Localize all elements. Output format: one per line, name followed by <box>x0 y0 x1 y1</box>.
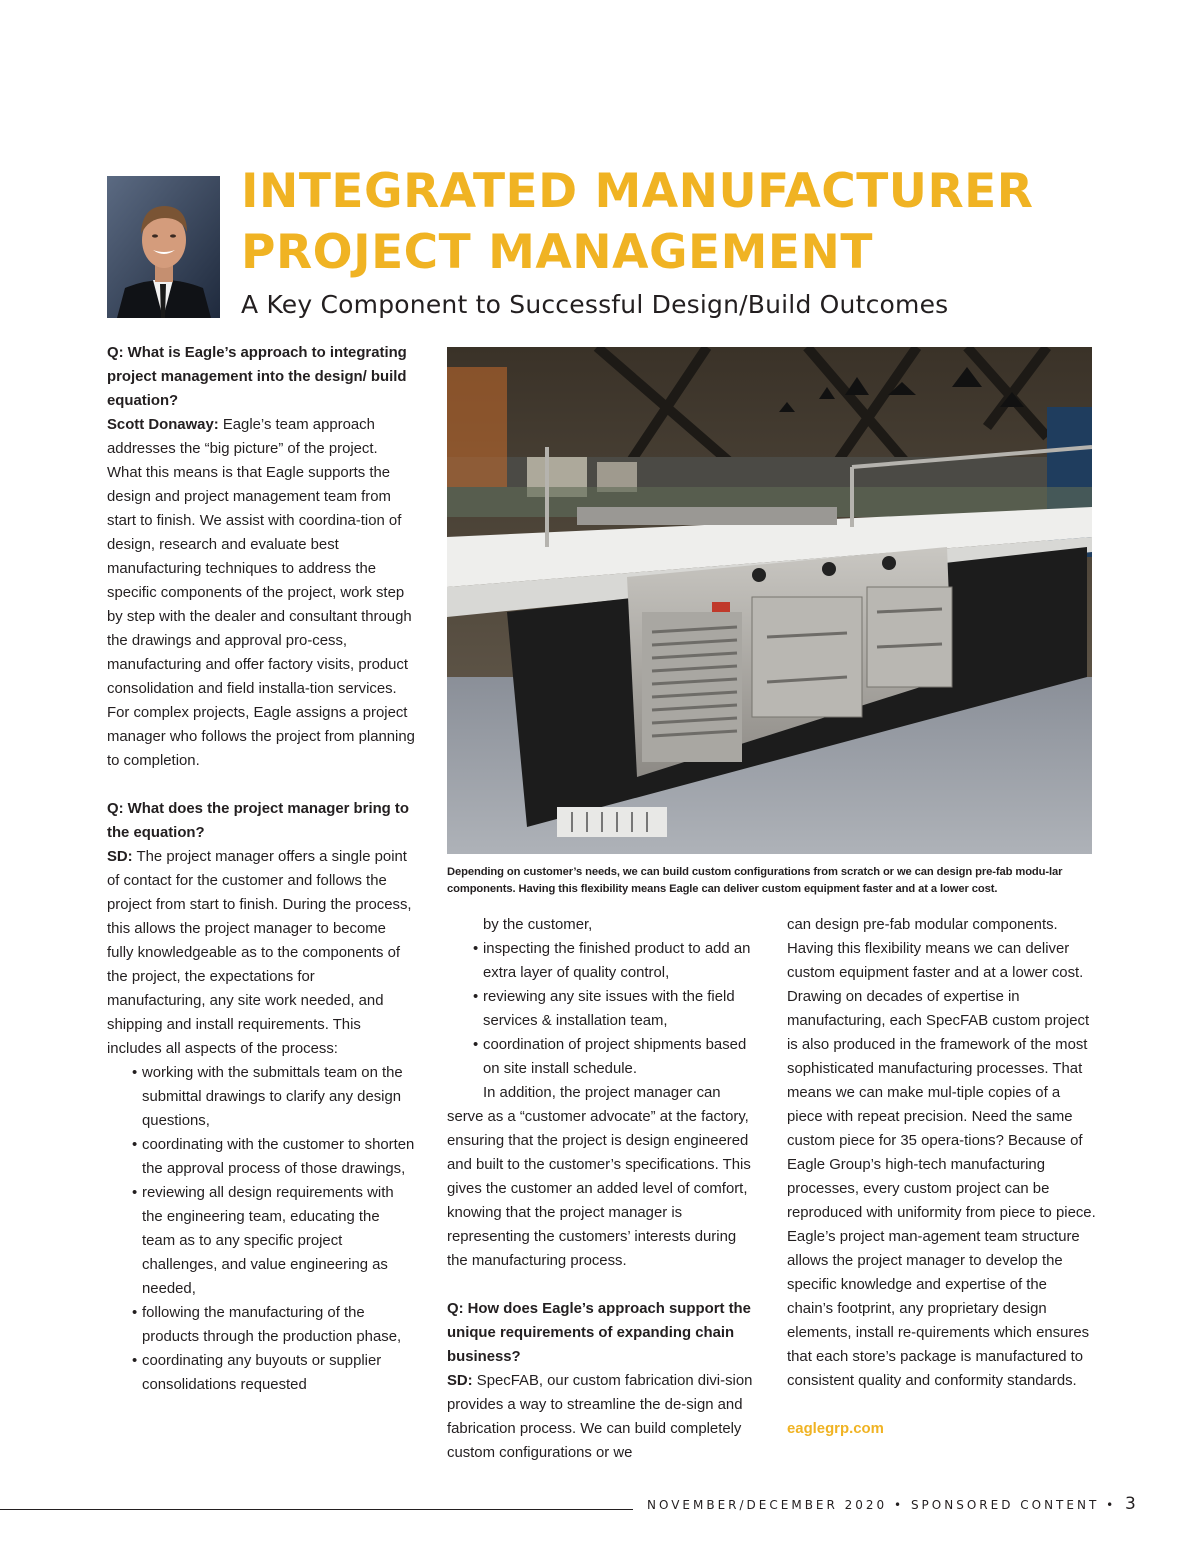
subtitle: A Key Component to Successful Design/Build Outcomes <box>241 290 949 319</box>
article-column-1 <box>107 341 415 1397</box>
list-item: • reviewing any site issues with the field services & installation team, <box>483 985 755 1033</box>
footer-separator: • <box>1106 1498 1117 1512</box>
answer-3 <box>447 1369 755 1465</box>
servery-counter-photo <box>447 347 1092 854</box>
list-item-continuation: by the customer, <box>483 917 593 933</box>
website-link[interactable]: eaglegrp.com <box>787 1421 884 1437</box>
answer-2-speaker: SD: <box>107 849 133 865</box>
answer-2-text: The project manager offers a single point of contact for the customer and follows the project from start to finish. During the process, this allows the project manager to become fully knowledgeable as to the components of the project, the expectations for manufacturing, any site work needed, and shipping and install requirements. This includes all aspects of the process: <box>107 849 412 1057</box>
answer-2 <box>107 845 415 1061</box>
answer-3-speaker: SD: <box>447 1373 473 1389</box>
responsibility-list-continued <box>447 913 755 1081</box>
footer-section: SPONSORED CONTENT <box>910 1498 1100 1512</box>
responsibility-list <box>107 1061 415 1397</box>
list-item: • coordinating with the customer to shorten the approval process of those drawings, <box>142 1133 415 1181</box>
footer-rule <box>0 1509 633 1510</box>
author-portrait <box>107 176 220 318</box>
footer-separator: • <box>894 1498 905 1512</box>
list-item: • reviewing all design requirements with the engineering team, educating the team as to any specific project challenges, and value engineering as needed, <box>142 1181 415 1301</box>
list-item: • working with the submittals team on the submittal drawings to clarify any design questions, <box>142 1061 415 1133</box>
title-line-1: INTEGRATED MANUFACTURER <box>241 164 1034 219</box>
article-column-3 <box>787 913 1097 1441</box>
answer-3-continued: can design pre-fab modular components. Having this flexibility means we can deliver custom equipment faster and at a lower cost. Drawing on decades of expertise in manufacturing, each SpecFAB custom project is also produced in the framework of the most sophisticated manufacturing processes. That means we can make mul-tiple copies of a piece with repeat precision. Need the same custom piece for 35 opera-tions? Because of Eagle Group’s high-tech manufacturing processes, every custom project can be reproduced with uniformity from piece to piece. Eagle’s project man-agement team structure allows the project manager to develop the specific knowledge and expertise of the chain’s footprint, any proprietary design elements, install re-quirements which ensures that each store’s package is manufactured to consistent quality and conformity standards. <box>787 917 1096 1389</box>
answer-1-text: Eagle’s team approach addresses the “big picture” of the project. What this means is that Eagle supports the design and project management team from start to finish. We assist with coordina-tion of design, research and evaluate best manufacturing techniques to address the specific components of the project, work step by step with the dealer and consultant through the drawings and approval pro-cess, manufacturing and offer factory visits, product consolidation and field installa-tion services. For complex projects, Eagle assigns a project manager who follows the project from planning to completion. <box>107 417 415 769</box>
answer-1-speaker: Scott Donaway: <box>107 417 219 433</box>
page-number: 3 <box>1125 1494 1136 1514</box>
list-item: • coordination of project shipments based on site install schedule. <box>483 1033 755 1081</box>
answer-1 <box>107 413 415 773</box>
list-item: • inspecting the finished product to add an extra layer of quality control, <box>483 937 755 985</box>
page-title <box>241 161 1141 283</box>
photo-caption: Depending on customer’s needs, we can build custom configurations from scratch or we can design pre-fab modu-lar components. Having this flexibility means Eagle can deliver custom equipment faster and at a lower cost. <box>447 866 1063 895</box>
answer-3-text: SpecFAB, our custom fabrication divi-sion provides a way to streamline the de-sign and fabrication process. We can build completely custom configurations or we <box>447 1373 753 1461</box>
paragraph-addition: In addition, the project manager can serve as a “customer advocate” at the factory, ensuring that the project is design engineered and built to the customer’s specifications. This gives the customer an added level of comfort, knowing that the project manager is representing the customers’ interests during the manufacturing process. <box>447 1085 751 1269</box>
question-3: Q: How does Eagle’s approach support the unique requirements of expanding chain business? <box>447 1301 751 1365</box>
list-item: • following the manufacturing of the products through the production phase, <box>142 1301 415 1349</box>
title-line-2: PROJECT MANAGEMENT <box>241 225 873 280</box>
list-item: • coordinating any buyouts or supplier consolidations requested <box>142 1349 415 1397</box>
article-column-2 <box>447 913 755 1465</box>
question-1: Q: What is Eagle’s approach to integrating project management into the design/ build equation? <box>107 345 407 409</box>
footer-issue: NOVEMBER/DECEMBER 2020 <box>647 1498 888 1512</box>
page-footer <box>647 1494 1136 1514</box>
question-2: Q: What does the project manager bring to the equation? <box>107 801 409 841</box>
